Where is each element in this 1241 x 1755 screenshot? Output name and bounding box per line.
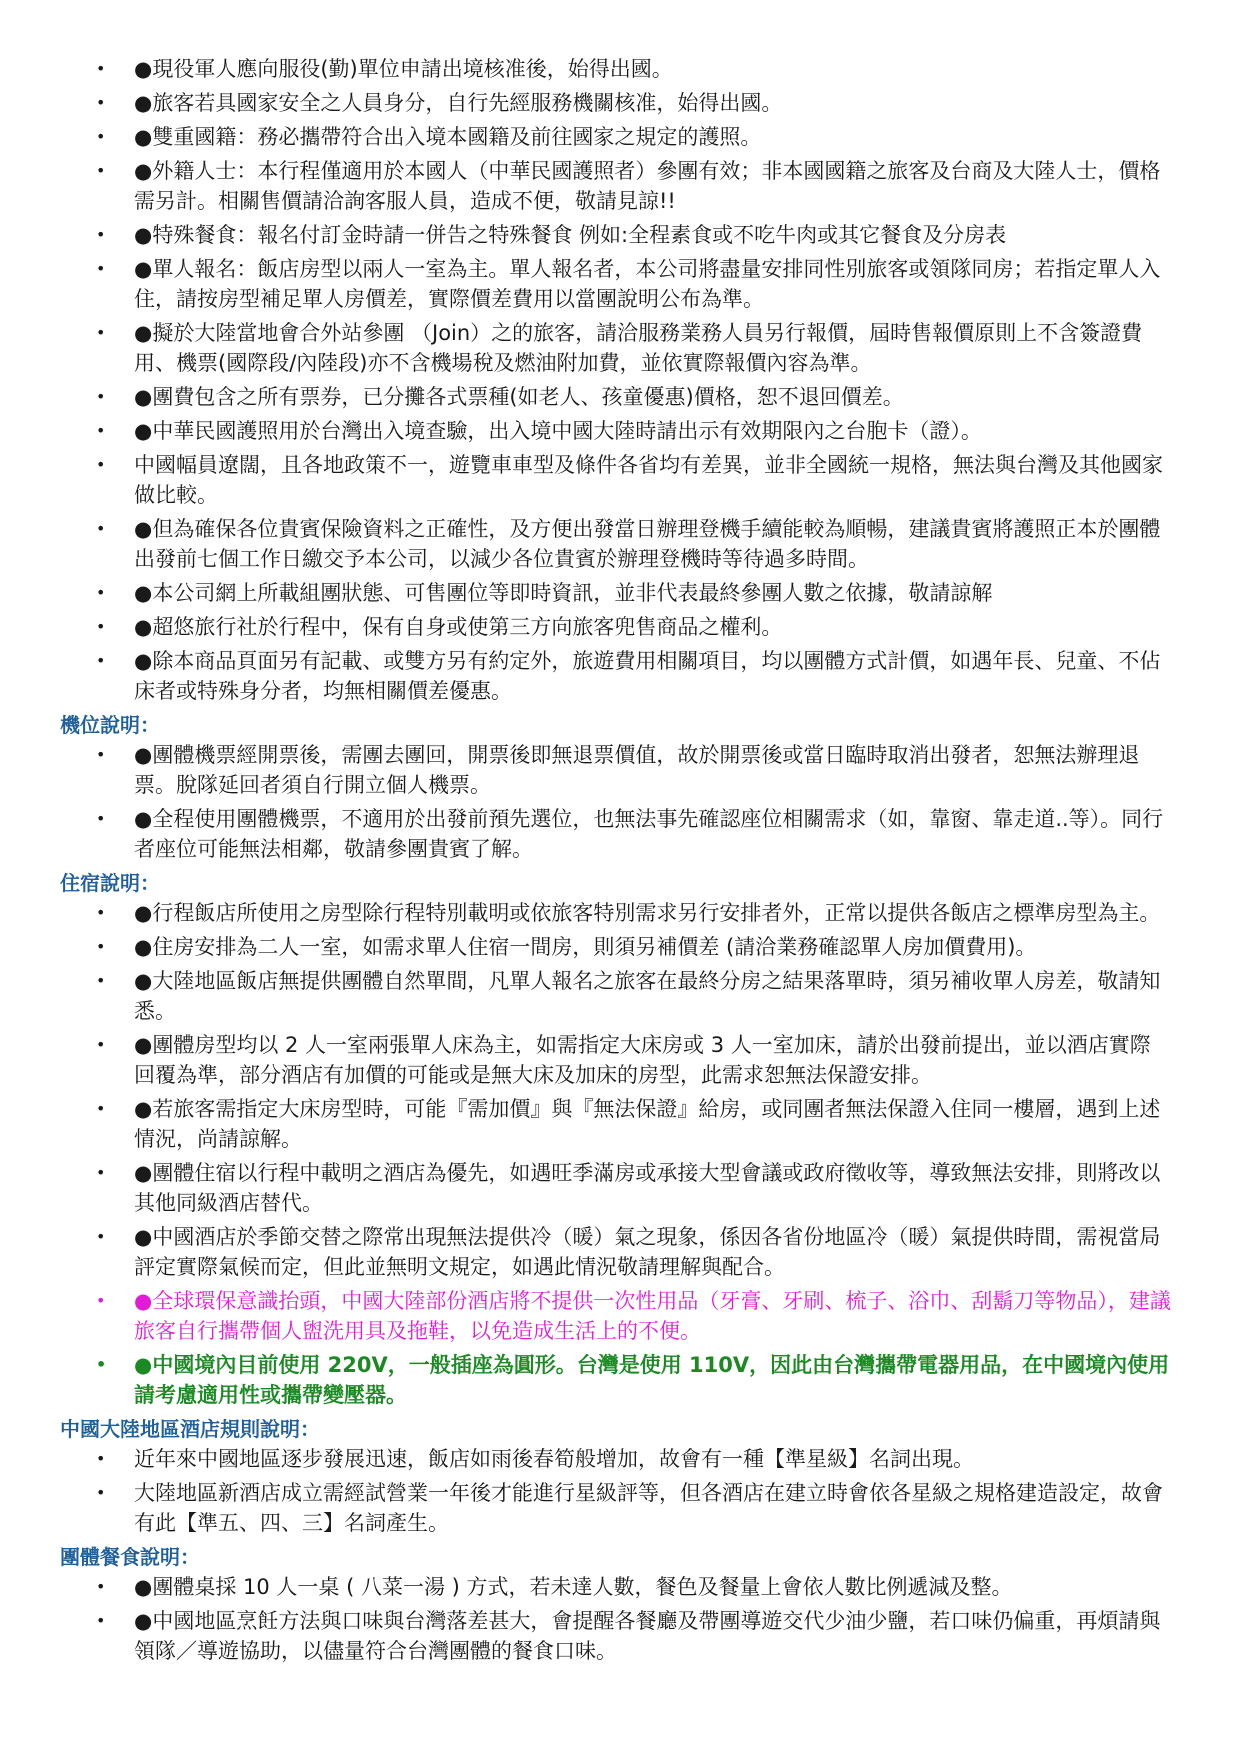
eco-notice-item: • ●全球環保意識抬頭，中國大陸部份酒店將不提供一次性用品（牙膏、牙刷、梳子、浴巾、刮鬍刀等物品），建議旅客自行攜帶個人盥洗用具及拖鞋，以免造成生活上的不便。 — [134, 1286, 1171, 1346]
bullet-icon: • — [96, 937, 106, 956]
bullet-icon: • — [96, 127, 106, 146]
list-item: • 中國幅員遼闊，且各地政策不一，遊覽車車型及條件各省均有差異，並非全國統一規格，無法與台灣及其他國家做比較。 — [134, 450, 1171, 510]
list-item: • ●現役軍人應向服役(勤)單位申請出境核准後，始得出國。 — [134, 54, 1171, 84]
lodging-section-title: 住宿說明： — [60, 871, 160, 895]
list-item: • ●大陸地區飯店無提供團體自然單間，凡單人報名之旅客在最終分房之結果落單時，須另補收單人房差，敬請知悉。 — [134, 966, 1171, 1026]
general-notes-list — [60, 54, 1171, 706]
hotel-rules-section-title: 中國大陸地區酒店規則說明： — [60, 1417, 320, 1441]
list-item: • ●團體住宿以行程中載明之酒店為優先，如遇旺季滿房或承接大型會議或政府徵收等，導致無法安排，則將改以其他同級酒店替代。 — [134, 1158, 1171, 1218]
bullet-icon: • — [96, 1611, 106, 1630]
list-item: • ●擬於大陸當地會合外站參團 （Join）之的旅客，請洽服務業務人員另行報價，屆時售報價原則上不含簽證費用、機票(國際段/內陸段)亦不含機場稅及燃油附加費，並依實際報價內容為準。 — [134, 318, 1171, 378]
bullet-icon: • — [96, 809, 106, 828]
lodging-notes-list — [60, 898, 1171, 1410]
hotel-rules-list — [60, 1444, 1171, 1538]
bullet-icon: • — [96, 1483, 106, 1502]
bullet-icon: • — [96, 583, 106, 602]
list-item: • ●外籍人士：本行程僅適用於本國人（中華民國護照者）參團有效；非本國國籍之旅客及台商及大陸人士，價格需另計。相關售價請洽詢客服人員，造成不便，敬請見諒!! — [134, 156, 1171, 216]
list-item: • ●旅客若具國家安全之人員身分，自行先經服務機關核准，始得出國。 — [134, 88, 1171, 118]
list-item: • ●中華民國護照用於台灣出入境查驗，出入境中國大陸時請出示有效期限內之台胞卡（證）。 — [134, 416, 1171, 446]
bullet-icon: • — [96, 1099, 106, 1118]
list-item: • ●住房安排為二人一室，如需求單人住宿一間房，則須另補價差 (請洽業務確認單人房加價費用)。 — [134, 932, 1171, 962]
list-item: • ●但為確保各位貴賓保險資料之正確性，及方便出發當日辦理登機手續能較為順暢，建議貴賓將護照正本於團體出發前七個工作日繳交予本公司，以減少各位貴賓於辦理登機時等待過多時間。 — [134, 514, 1171, 574]
list-item: • ●行程飯店所使用之房型除行程特別載明或依旅客特別需求另行安排者外，正常以提供各飯店之標準房型為主。 — [134, 898, 1171, 928]
meals-notes-list — [60, 1572, 1171, 1666]
list-item: • ●中國地區烹飪方法與口味與台灣落差甚大，會提醒各餐廳及帶團導遊交代少油少鹽，若口味仍偏重，再煩請與領隊／導遊協助，以儘量符合台灣團體的餐食口味。 — [134, 1606, 1171, 1666]
flight-notes-list — [60, 740, 1171, 864]
list-item: • ●若旅客需指定大床房型時，可能『需加價』與『無法保證』給房，或同團者無法保證入住同一樓層，遇到上述情況，尚請諒解。 — [134, 1094, 1171, 1154]
list-item: • ●超悠旅行社於行程中，保有自身或使第三方向旅客兜售商品之權利。 — [134, 612, 1171, 642]
list-item: • 大陸地區新酒店成立需經試營業一年後才能進行星級評等，但各酒店在建立時會依各星級之規格建造設定，故會有此【準五、四、三】名詞產生。 — [134, 1478, 1171, 1538]
bullet-icon: • — [96, 455, 106, 474]
bullet-icon: • — [96, 617, 106, 636]
list-item: • ●團體機票經開票後，需團去團回，開票後即無退票價值，故於開票後或當日臨時取消出發者，恕無法辦理退票。脫隊延回者須自行開立個人機票。 — [134, 740, 1171, 800]
list-item: • ●中國酒店於季節交替之際常出現無法提供冷（暖）氣之現象，係因各省份地區冷（暖）氣提供時間，需視當局評定實際氣候而定，但此並無明文規定，如遇此情況敬請理解與配合。 — [134, 1222, 1171, 1282]
bullet-icon: • — [96, 225, 106, 244]
list-item: • ●除本商品頁面另有記載、或雙方另有約定外，旅遊費用相關項目，均以團體方式計價，如遇年長、兒童、不佔床者或特殊身分者，均無相關價差優惠。 — [134, 646, 1171, 706]
voltage-notice-item: • ●中國境內目前使用 220V，一般插座為圓形。台灣是使用 110V，因此由台灣攜帶電器用品，在中國境內使用請考慮適用性或攜帶變壓器。 — [134, 1350, 1171, 1410]
bullet-icon: • — [96, 1449, 106, 1468]
bullet-icon: • — [96, 259, 106, 278]
bullet-icon: • — [96, 93, 106, 112]
meals-section-title: 團體餐食說明： — [60, 1545, 200, 1569]
bullet-icon: • — [96, 1227, 106, 1246]
list-item: • ●本公司網上所載組團狀態、可售團位等即時資訊，並非代表最終參團人數之依據，敬請諒解 — [134, 578, 1171, 608]
bullet-icon: • — [96, 421, 106, 440]
bullet-icon: • — [96, 161, 106, 180]
list-item: • ●全程使用團體機票，不適用於出發前預先選位，也無法事先確認座位相關需求（如，靠窗、靠走道..等）。同行者座位可能無法相鄰，敬請參團貴賓了解。 — [134, 804, 1171, 864]
bullet-icon: • — [96, 1577, 106, 1596]
bullet-icon: • — [96, 1163, 106, 1182]
bullet-icon: • — [96, 745, 106, 764]
bullet-icon: • — [96, 1355, 107, 1374]
bullet-icon: • — [96, 387, 106, 406]
list-item: • 近年來中國地區逐步發展迅速，飯店如雨後春筍般增加，故會有一種【準星級】名詞出現。 — [134, 1444, 1171, 1474]
list-item: • ●雙重國籍：務必攜帶符合出入境本國籍及前往國家之規定的護照。 — [134, 122, 1171, 152]
list-item: • ●特殊餐食：報名付訂金時請一併告之特殊餐食 例如:全程素食或不吃牛肉或其它餐食及分房表 — [134, 220, 1171, 250]
flight-section-title: 機位說明： — [60, 713, 160, 737]
list-item: • ●團體房型均以 2 人一室兩張單人床為主，如需指定大床房或 3 人一室加床，請於出發前提出，並以酒店實際回覆為準，部分酒店有加價的可能或是無大床及加床的房型，此需求恕無法保證安排。 — [134, 1030, 1171, 1090]
list-item: • ●單人報名：飯店房型以兩人一室為主。單人報名者，本公司將盡量安排同性別旅客或領隊同房；若指定單人入住，請按房型補足單人房價差，實際價差費用以當團說明公布為準。 — [134, 254, 1171, 314]
bullet-icon: • — [96, 971, 106, 990]
bullet-icon: • — [96, 323, 106, 342]
list-item: • ●團費包含之所有票券，已分攤各式票種(如老人、孩童優惠)價格，恕不退回價差。 — [134, 382, 1171, 412]
bullet-icon: • — [96, 651, 106, 670]
bullet-icon: • — [96, 1291, 106, 1310]
list-item: • ●團體桌採 10 人一桌 ( 八菜一湯 ) 方式，若未達人數，餐色及餐量上會依人數比例遞減及整。 — [134, 1572, 1171, 1602]
bullet-icon: • — [96, 903, 106, 922]
bullet-icon: • — [96, 519, 106, 538]
bullet-icon: • — [96, 59, 106, 78]
bullet-icon: • — [96, 1035, 106, 1054]
